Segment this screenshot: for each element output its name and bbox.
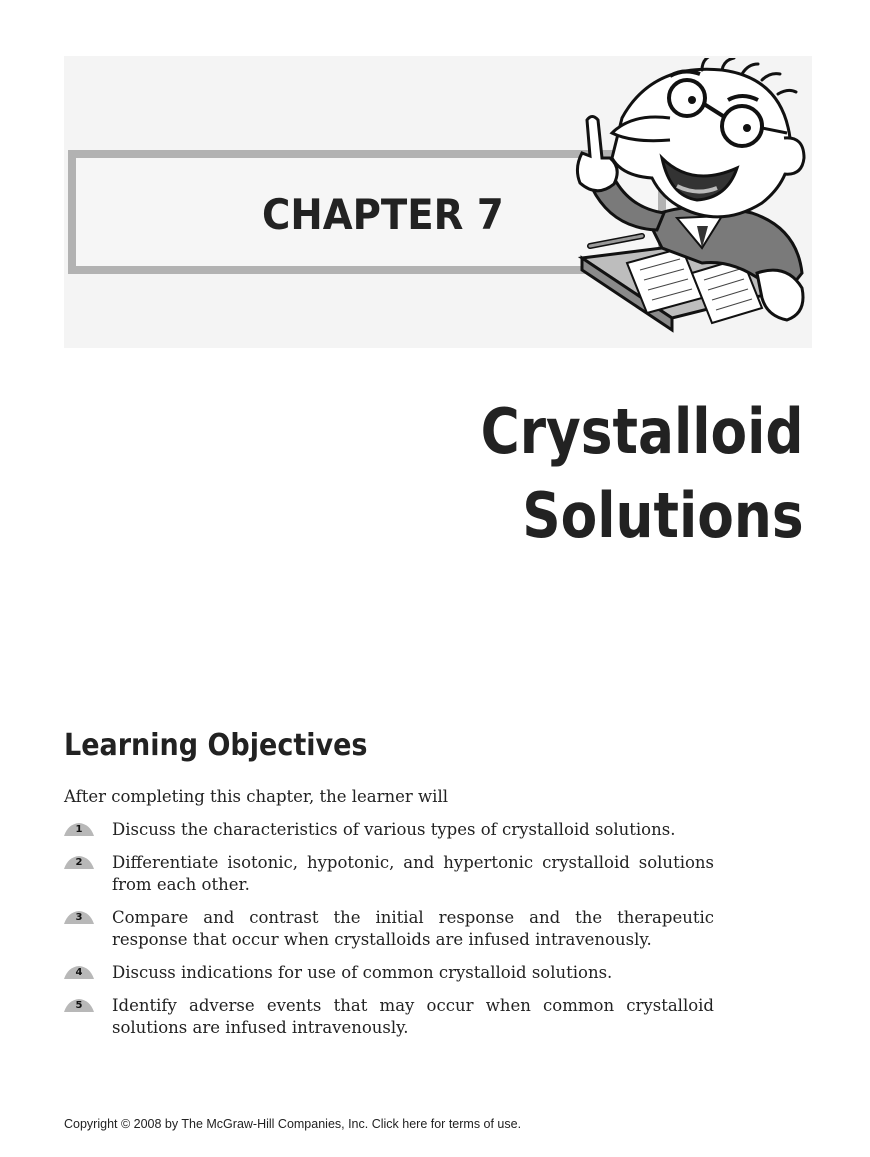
objective-item <box>64 962 714 984</box>
professor-mascot-illustration <box>552 58 814 348</box>
objective-number-badge: 4 <box>64 965 94 979</box>
objective-number-badge: 3 <box>64 910 94 924</box>
learning-objectives-heading: Learning Objectives <box>64 728 368 763</box>
objective-number-badge: 2 <box>64 855 94 869</box>
objective-item <box>64 819 714 841</box>
chapter-title <box>428 390 804 558</box>
objective-item <box>64 907 714 951</box>
chapter-title-line-2: Solutions <box>522 479 804 552</box>
chapter-label: CHAPTER 7 <box>262 190 504 239</box>
objective-text: Discuss indications for use of common crystalloid solutions. <box>112 963 613 982</box>
learning-objectives-intro: After completing this chapter, the learner will <box>64 787 449 806</box>
learning-objectives-list <box>64 819 714 1050</box>
copyright-notice[interactable]: Copyright © 2008 by The McGraw-Hill Companies, Inc. Click here for terms of use. <box>64 1117 522 1131</box>
objective-number-badge: 1 <box>64 822 94 836</box>
objective-item <box>64 852 714 896</box>
objective-number-badge: 5 <box>64 998 94 1012</box>
objective-text: Differentiate isotonic, hypotonic, and hypertonic crystalloid solutions from each other. <box>112 853 714 894</box>
objective-item <box>64 995 714 1039</box>
chapter-title-line-1: Crystalloid <box>480 395 804 468</box>
objective-text: Compare and contrast the initial response and the therapeutic response that occur when crystalloids are infused intravenously. <box>112 908 714 949</box>
objective-text: Discuss the characteristics of various types of crystalloid solutions. <box>112 820 676 839</box>
objective-text: Identify adverse events that may occur when common crystalloid solutions are infused intravenously. <box>112 996 714 1037</box>
